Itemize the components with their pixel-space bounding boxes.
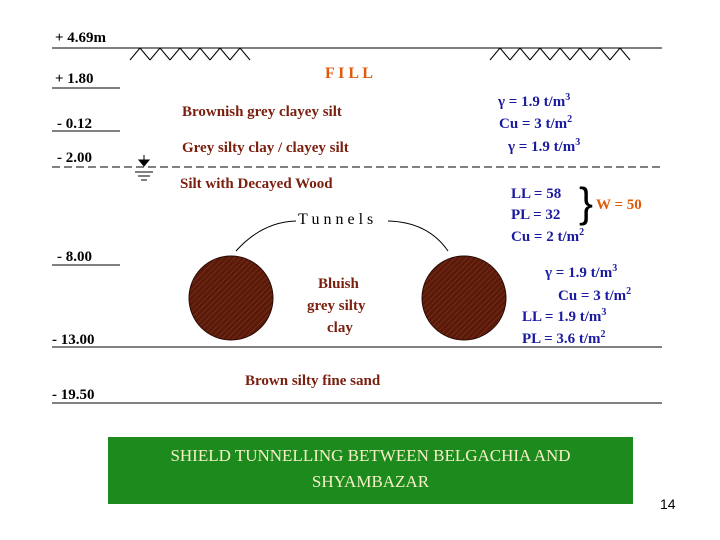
prop-mid-pl: PL = 32	[511, 207, 561, 223]
level-label-minus-13-00: - 13.00	[52, 332, 95, 348]
prop-upper-gamma-2: γ = 1.9 $t/m^3$	[508, 137, 581, 155]
layer-label-bluish-3: clay	[327, 320, 353, 336]
layer-label-grey: Grey silty clay / clayey silt	[182, 140, 349, 156]
prop-mid-w: W = 50	[596, 197, 642, 213]
tunnel-left	[189, 256, 273, 340]
layer-label-silt-wood: Silt with Decayed Wood	[180, 176, 333, 192]
tunnel-right	[422, 256, 506, 340]
level-label-minus-2-00: - 2.00	[57, 150, 92, 166]
brace-icon: }	[579, 179, 594, 226]
fill-hatch-right	[490, 48, 630, 60]
layer-label-bluish-2: grey silty	[307, 298, 366, 314]
layer-label-brown-sand: Brown silty fine sand	[245, 373, 381, 389]
fill-hatch-left	[130, 48, 250, 60]
layer-label-bluish-1: Bluish	[318, 276, 359, 292]
title-banner	[108, 437, 633, 504]
prop-mid-cu: Cu = 2 $t/m^2$	[511, 227, 585, 245]
layer-label-brownish: Brownish grey clayey silt	[182, 104, 342, 120]
layer-label-fill: F I L L	[325, 65, 373, 82]
level-label-minus-8-00: - 8.00	[57, 249, 92, 265]
banner-line-2: SHYAMBAZAR	[311, 472, 430, 491]
level-label-plus-1-80: + 1.80	[55, 71, 94, 87]
prop-mid-ll: LL = 58	[511, 186, 562, 202]
prop-lower-pl: PL = 3.6 $t/m^2$	[522, 329, 606, 347]
level-label-minus-0-12: - 0.12	[57, 116, 92, 132]
prop-lower-cu: Cu = 3 $t/m^2$	[558, 286, 632, 304]
banner-line-1: SHIELD TUNNELLING BETWEEN BELGACHIA AND	[170, 446, 571, 465]
page-number: 14	[660, 496, 676, 512]
level-label-minus-19-50: - 19.50	[52, 387, 95, 403]
prop-upper-cu: Cu = 3 $t/m^2$	[499, 114, 573, 132]
prop-lower-gamma: γ = 1.9 $t/m^3$	[545, 263, 618, 281]
tunnels-label: T u n n e l s	[298, 211, 374, 228]
tunnel-leader-left	[236, 221, 296, 251]
prop-upper-gamma: γ = 1.9 $t/m^3$	[498, 92, 571, 110]
prop-lower-ll: LL = 1.9 $t/m^3$	[522, 307, 607, 325]
tunnel-leader-right	[388, 221, 448, 251]
level-label-top: + 4.69m	[55, 30, 107, 46]
